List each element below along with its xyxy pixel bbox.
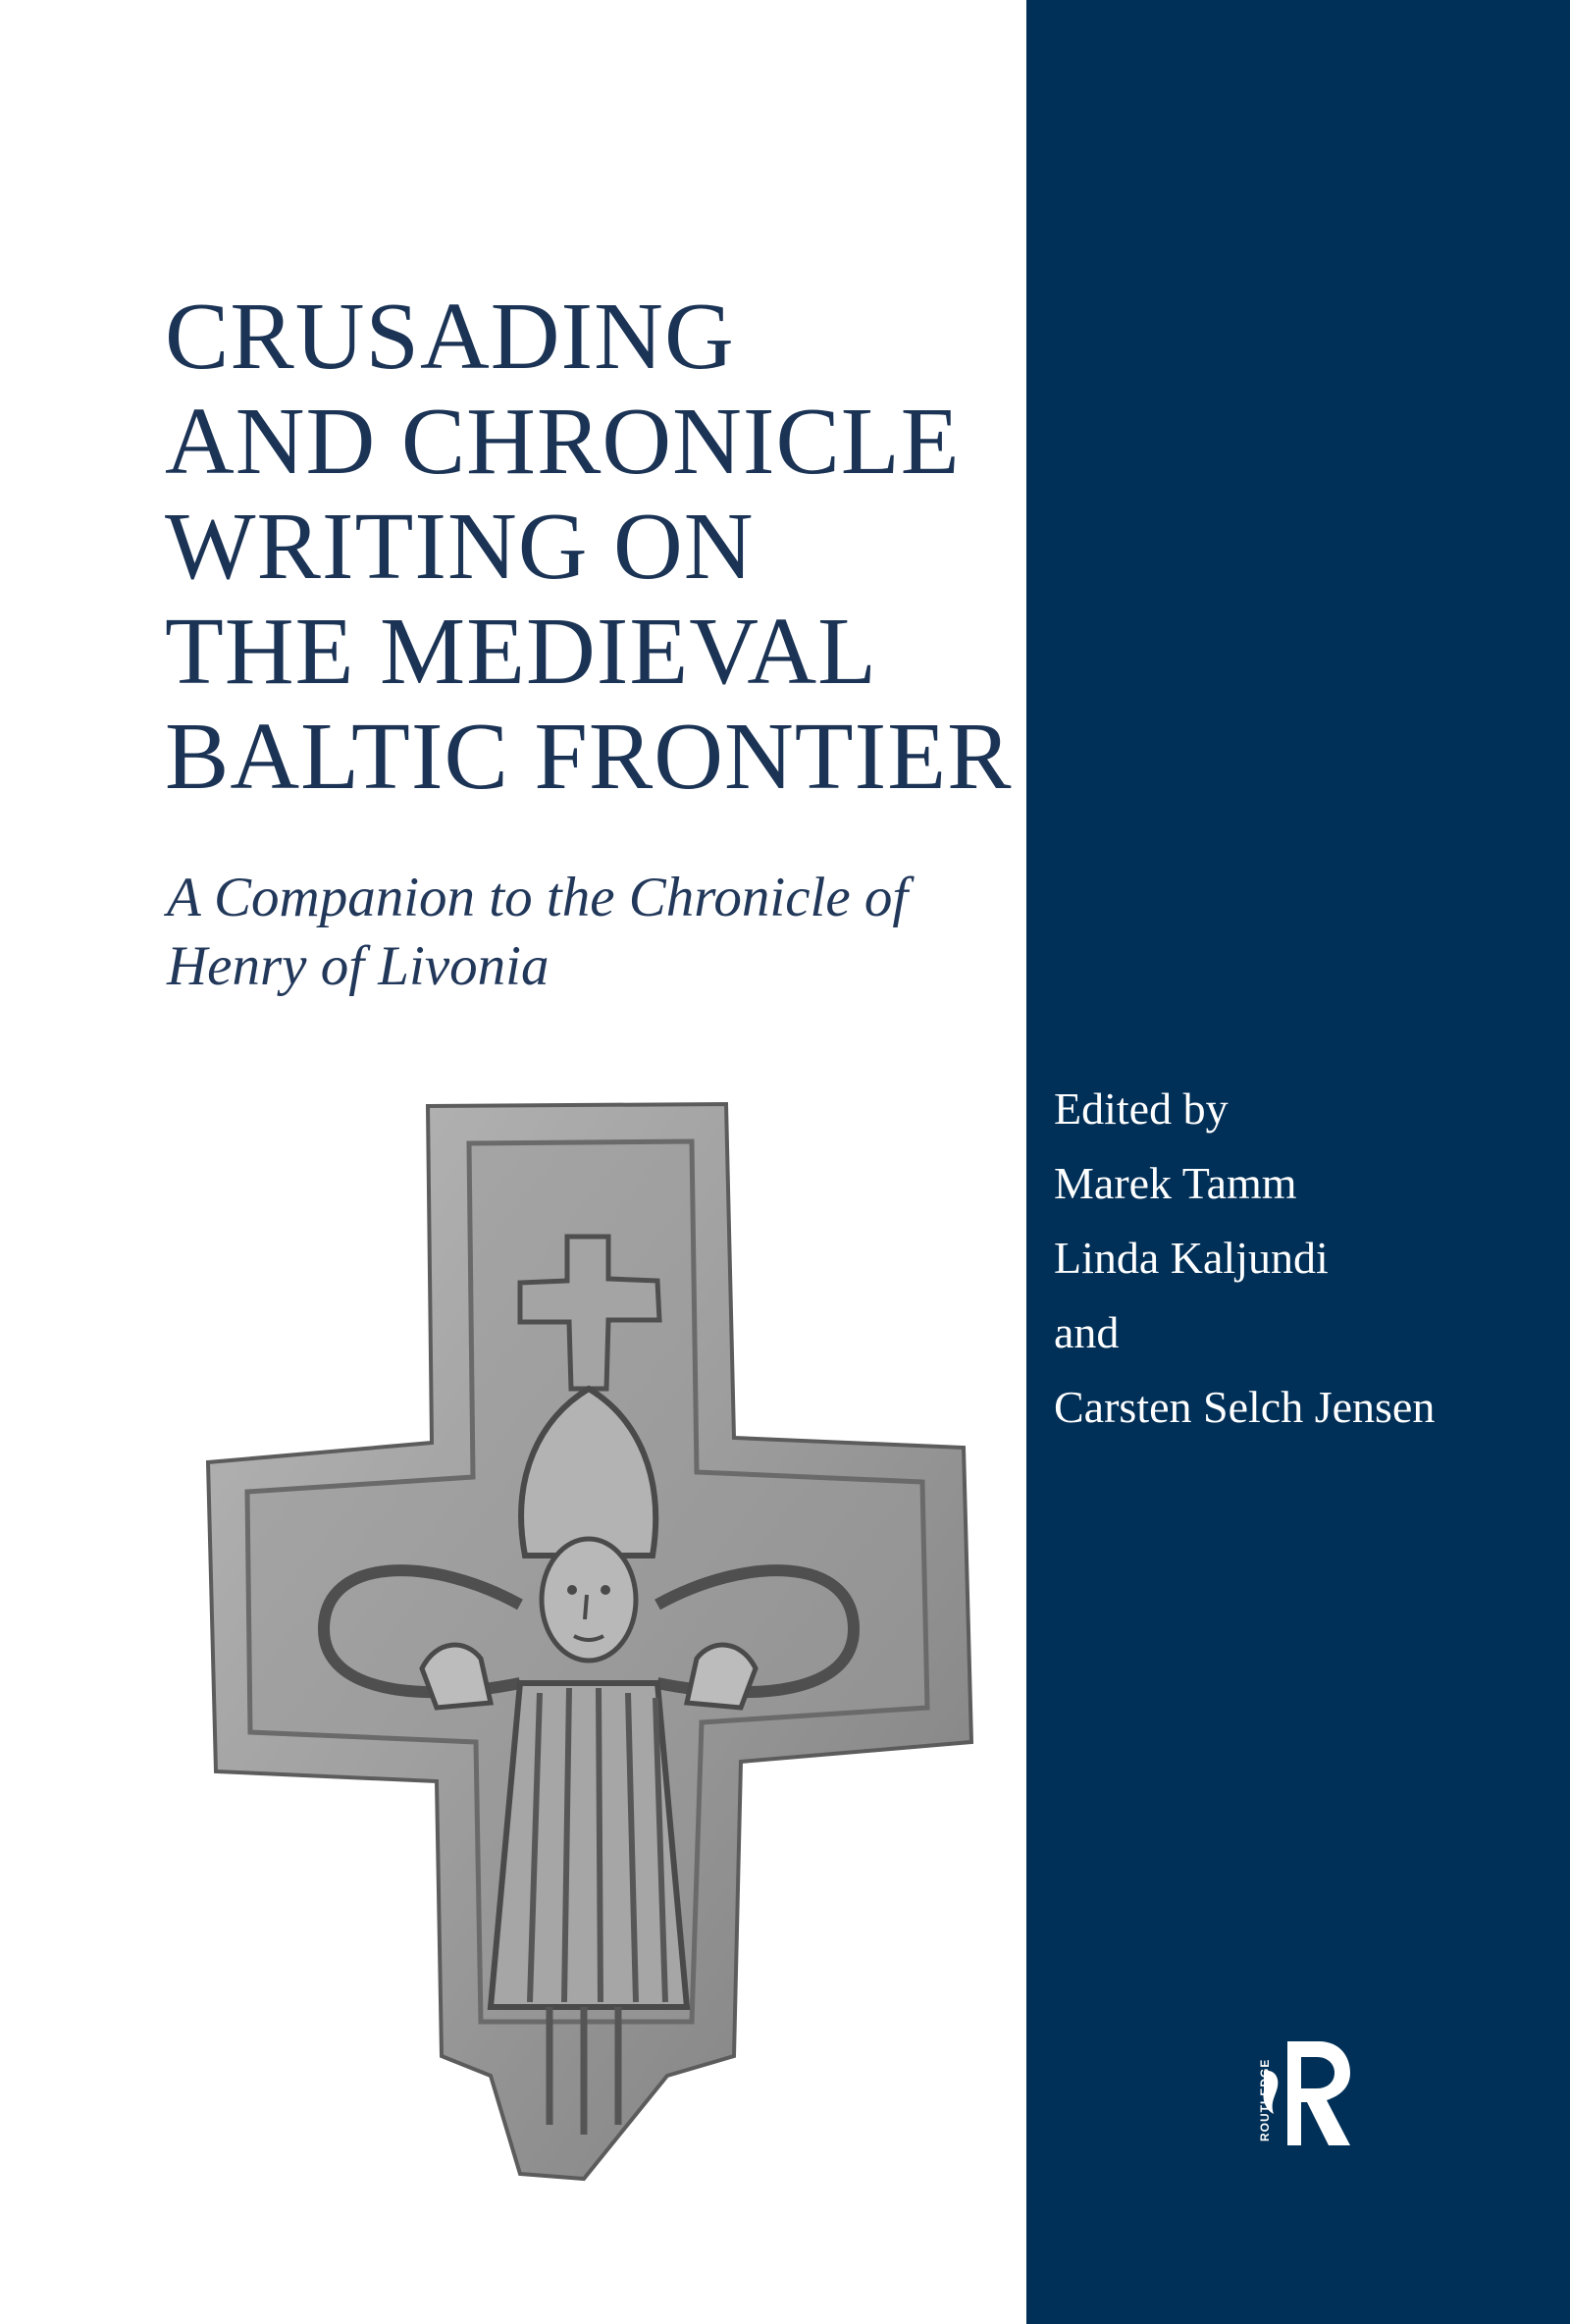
book-subtitle (167, 864, 971, 1001)
stone-cross-relief-icon (196, 1094, 991, 2184)
subtitle-line: A Companion to the Chronicle of (167, 867, 909, 928)
editors-block (1054, 1072, 1544, 1445)
book-title (165, 284, 1013, 810)
title-line: THE MEDIEVAL (165, 599, 878, 705)
publisher-name: ROUTLEDGE (1258, 2058, 1272, 2141)
editor-name: Marek Tamm (1054, 1158, 1297, 1208)
subtitle-line: Henry of Livonia (167, 935, 550, 997)
title-line: WRITING ON (165, 494, 755, 600)
editor-name: Carsten Selch Jensen (1054, 1382, 1436, 1432)
title-line: CRUSADING (165, 284, 735, 390)
title-line: AND CHRONICLE (165, 389, 961, 495)
edited-by-label: Edited by (1054, 1083, 1229, 1134)
editor-name: Linda Kaljundi (1054, 1233, 1329, 1283)
editors-and: and (1054, 1307, 1120, 1357)
title-line: BALTIC FRONTIER (165, 704, 1013, 810)
